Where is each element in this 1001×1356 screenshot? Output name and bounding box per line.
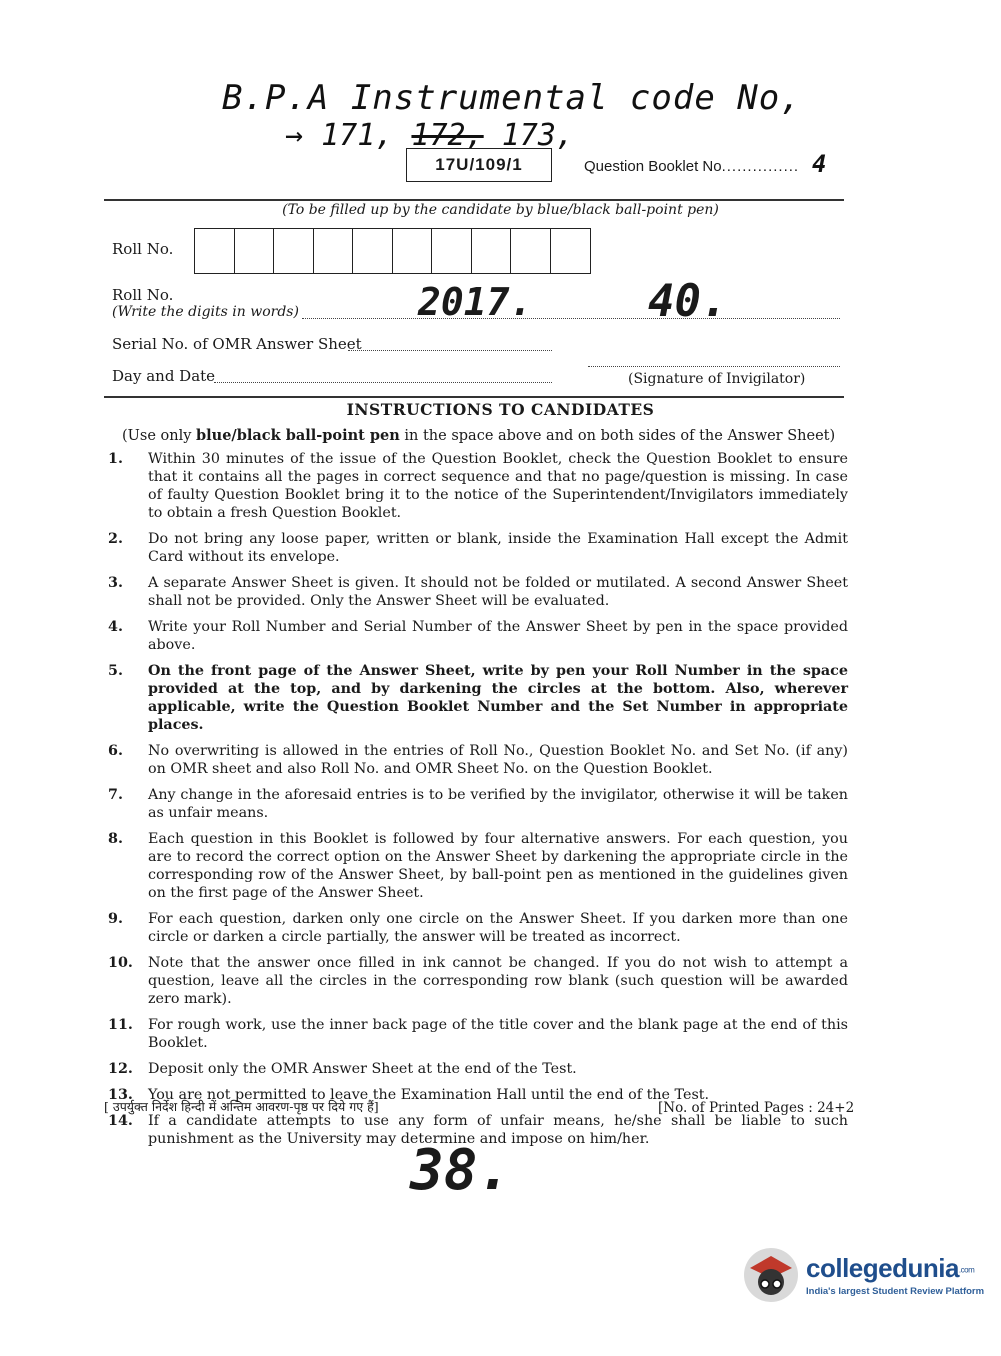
- instruction-item: 14. If a candidate attempts to use any form of unfair means, he/she shall be liable to such punishment as the University may determine and impose on him/her.: [108, 1113, 848, 1147]
- printed-pages: [No. of Printed Pages : 24+2: [658, 1100, 855, 1116]
- omr-serial-line[interactable]: [348, 350, 552, 351]
- instruction-item: 8. Each question in this Booklet is followed by four alternative answers. For each question, you are to record the correct option on the Answer Sheet by darkening the appropriate circle in the corresponding row of the Answer Sheet, by ball-point pen as mentioned in the guidelines given on the first page of the Answer Sheet.: [108, 831, 848, 901]
- instruction-item: 13. You are not permitted to leave the Examination Hall until the end of the Test.: [108, 1087, 710, 1103]
- roll-no-words-value-2: 40.: [648, 276, 728, 327]
- instruction-item: 2. Do not bring any loose paper, written or blank, inside the Examination Hall except the Admit Card without its envelope.: [108, 531, 848, 565]
- roll-no-words-line[interactable]: [302, 318, 840, 319]
- roll-no-grid: [194, 228, 591, 274]
- form-divider: [104, 396, 844, 398]
- instruction-item: 9. For each question, darken only one circle on the Answer Sheet. If you darken more than one circle or darken a circle partially, the answer will be treated as incorrect.: [108, 911, 848, 945]
- handwritten-course-title: B.P.A Instrumental code No,: [222, 78, 802, 118]
- handwritten-page-mark: 38.: [410, 1138, 512, 1203]
- roll-no-label: Roll No.: [112, 240, 174, 258]
- roll-no-cell[interactable]: [511, 229, 551, 273]
- collegedunia-logo: [744, 1248, 984, 1302]
- handwritten-code-172: 172,: [411, 118, 484, 153]
- roll-no-words-label: Roll No.: [112, 286, 174, 304]
- handwritten-code-171: 171,: [321, 118, 394, 153]
- roll-no-cell[interactable]: [432, 229, 472, 273]
- use-only-post: in the space above and on both sides of the Answer Sheet): [399, 428, 836, 444]
- instruction-item: 6. No overwriting is allowed in the entries of Roll No., Question Booklet No. and Set No. (if any) on OMR sheet and also Roll No. and OMR Sheet No. on the Question Booklet.: [108, 743, 848, 777]
- question-booklet-field: [584, 158, 799, 175]
- instructions-list: [108, 450, 848, 1156]
- roll-no-cell[interactable]: [551, 229, 591, 273]
- roll-no-cell[interactable]: [353, 229, 393, 273]
- top-divider: [104, 199, 844, 201]
- question-booklet-dots: ...............: [721, 158, 800, 175]
- use-only-note: [122, 427, 835, 444]
- instruction-item: 1. Within 30 minutes of the issue of the Question Booklet, check the Question Booklet to ensure that it contains all the pages in correct sequence and that no page/question is missing. In case of faulty Question Booklet bring it to the notice of the Superintendent/Invigilators immediately to obtain a fresh Question Booklet.: [108, 451, 848, 521]
- instruction-item: 11. For rough work, use the inner back page of the title cover and the blank page at the end of this Booklet.: [108, 1017, 848, 1051]
- roll-no-cell[interactable]: [274, 229, 314, 273]
- instruction-item: 4. Write your Roll Number and Serial Number of the Answer Sheet by pen in the space provided above.: [108, 619, 848, 653]
- question-booklet-value: 4: [812, 150, 827, 178]
- instruction-item: 3. A separate Answer Sheet is given. It should not be folded or mutilated. A second Answer Sheet shall not be provided. Only the Answer Sheet will be evaluated.: [108, 575, 848, 609]
- instruction-item: 7. Any change in the aforesaid entries is to be verified by the invigilator, otherwise it will be taken as unfair means.: [108, 787, 848, 821]
- use-only-bold: blue/black ball-point pen: [196, 427, 400, 444]
- paper-code-box: 17U/109/1: [406, 148, 552, 182]
- roll-no-cell[interactable]: [393, 229, 433, 273]
- brand-tagline: India's largest Student Review Platform: [806, 1286, 985, 1297]
- omr-serial-label: Serial No. of OMR Answer Sheet: [112, 335, 362, 353]
- invigilator-signature-line[interactable]: [588, 366, 840, 367]
- handwritten-arrow: →: [285, 118, 304, 153]
- fill-note: (To be filled up by the candidate by blue/black ball-point pen): [282, 202, 719, 218]
- roll-no-cell[interactable]: [235, 229, 275, 273]
- day-date-label: Day and Date: [112, 367, 216, 385]
- day-date-line[interactable]: [214, 382, 552, 383]
- instructions-heading: INSTRUCTIONS TO CANDIDATES: [346, 400, 655, 419]
- roll-no-cell[interactable]: [195, 229, 235, 273]
- brand-word: collegedunia: [806, 1253, 959, 1283]
- instruction-item: 10. Note that the answer once filled in ink cannot be changed. If you do not wish to attempt a question, leave all the circles in the corresponding row blank (such question will be awarded zero mark).: [108, 955, 848, 1007]
- brand-name: [806, 1253, 984, 1284]
- brand-suffix: .com: [958, 1265, 975, 1275]
- roll-no-words-sub: (Write the digits in words): [112, 304, 299, 320]
- use-only-pre: (Use only: [122, 428, 197, 444]
- question-booklet-label: Question Booklet No: [584, 158, 722, 175]
- roll-no-cell[interactable]: [472, 229, 512, 273]
- mascot-icon: [744, 1248, 798, 1302]
- instruction-item: 5. On the front page of the Answer Sheet, write by pen your Roll Number in the space provided at the top, and by darkening the circles at the bottom. Also, wherever applicable, write the Question Booklet Number and the Set Number in appropriate places.: [108, 663, 848, 733]
- invigilator-signature-label: (Signature of Invigilator): [628, 371, 806, 387]
- roll-no-words-value-1: 2017.: [418, 280, 533, 324]
- roll-no-cell[interactable]: [314, 229, 354, 273]
- hindi-note: [ उपर्युक्त निर्देश हिन्दी में अन्तिम आवरण-पृष्ठ पर दिये गए हैं]: [104, 1099, 379, 1114]
- handwritten-code-173: 173,: [501, 118, 574, 153]
- instruction-item: 12. Deposit only the OMR Answer Sheet at the end of the Test.: [108, 1061, 577, 1077]
